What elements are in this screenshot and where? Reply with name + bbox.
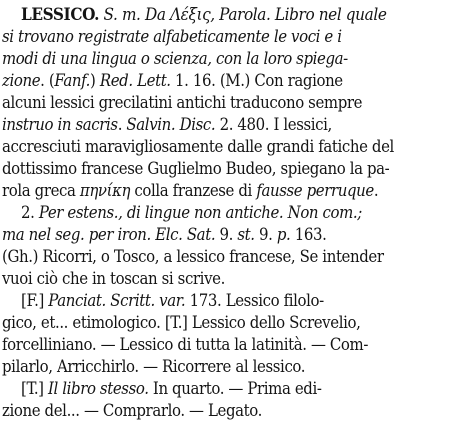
entry-text-segment: alcuni lessici grecilatini antichi traducono sempre xyxy=(2,93,363,113)
entry-text-segment: πηνίκη xyxy=(79,181,131,201)
entry-text-segment: . xyxy=(373,181,379,201)
entry-text-segment: gico, et... etimologico. [T.] Lessico dello Screvelio, xyxy=(2,313,361,333)
headword: LESSICO. xyxy=(21,5,100,25)
entry-line xyxy=(2,312,360,334)
entry-line xyxy=(2,224,327,246)
entry-line xyxy=(21,4,386,26)
entry-line xyxy=(2,26,342,48)
entry-text-segment: p. xyxy=(276,225,291,245)
entry-line xyxy=(2,136,394,158)
entry-text-segment: zione del... — Comprarlo. — Legato. xyxy=(2,401,262,421)
entry-text-segment: 1. 16. (M.) Con ragione xyxy=(170,71,343,91)
entry-text-segment: st. xyxy=(237,225,255,245)
entry-text-segment: Fanf. xyxy=(54,71,91,91)
entry-text-segment: . ( xyxy=(40,71,55,91)
entry-text-segment: Red. Lett. xyxy=(99,71,171,91)
entry-line xyxy=(2,334,368,356)
entry-line xyxy=(2,70,343,92)
entry-text-segment: 2. xyxy=(21,203,39,223)
entry-text-segment: pilarlo, Arricchirlo. — Ricorrere al lessico. xyxy=(2,357,306,377)
entry-text-segment: 173. Lessico filolo- xyxy=(185,291,324,311)
entry-text-segment: 163. xyxy=(290,225,327,245)
entry-line xyxy=(2,158,389,180)
entry-text-segment: Per estens., di lingue non antiche. Non com.; xyxy=(38,203,362,223)
entry-text-segment: (Gh.) Ricorri, o Tosco, a lessico francese, Se intender xyxy=(2,247,384,267)
entry-text-segment: S. m. Da xyxy=(99,5,171,25)
entry-line xyxy=(2,48,348,70)
entry-text-segment: Il libro stesso. xyxy=(47,379,149,399)
entry-text-segment: dottissimo francese Guglielmo Budeo, spiegano la pa- xyxy=(2,159,390,179)
entry-line xyxy=(2,356,305,378)
entry-text-segment: accresciuti maravigliosamente dalle grandi fatiche del xyxy=(2,137,394,157)
entry-text-segment: forcelliniano. — Lessico di tutta la latinità. — Com- xyxy=(2,335,368,355)
entry-line xyxy=(21,202,362,224)
entry-text-segment: 9. xyxy=(215,225,238,245)
entry-line xyxy=(2,400,262,422)
entry-text-segment: Λέξις xyxy=(170,5,211,25)
entry-line xyxy=(2,180,378,202)
entry-text-segment: ) xyxy=(90,71,100,91)
entry-text-segment: Salvin. Disc. xyxy=(126,115,216,135)
entry-text-segment: vuoi ciò che in toscan si scrive. xyxy=(2,269,225,289)
entry-text-segment: zione xyxy=(2,71,41,91)
entry-text-segment: , Parola. Libro nel quale xyxy=(210,5,387,25)
entry-text-segment: rola greca xyxy=(2,181,80,201)
entry-text-segment: 2. 480. I lessici, xyxy=(215,115,332,135)
entry-line xyxy=(21,378,322,400)
entry-line xyxy=(2,114,332,136)
entry-text-segment: colla franzese di xyxy=(130,181,257,201)
entry-text-segment: . xyxy=(117,115,127,135)
entry-line xyxy=(21,290,324,312)
entry-text-segment: ma nel seg. per iron. Elc. Sat. xyxy=(2,225,216,245)
entry-text-segment: instruo in sacris xyxy=(2,115,118,135)
entry-text-segment: si trovano registrate alfabeticamente le voci e i xyxy=(2,27,342,47)
entry-text-segment: modi di una lingua o scienza, con la loro spiega- xyxy=(2,49,348,69)
entry-text-segment: [T.] xyxy=(21,379,48,399)
entry-text-segment: 9. xyxy=(254,225,277,245)
entry-text-segment: Panciat. Scritt. var. xyxy=(48,291,186,311)
entry-line xyxy=(2,92,362,114)
entry-text-segment: In quarto. — Prima edi- xyxy=(148,379,322,399)
entry-text-segment: [F.] xyxy=(21,291,49,311)
entry-text-segment: fausse perruque xyxy=(256,181,374,201)
entry-line xyxy=(2,246,384,268)
entry-line xyxy=(2,268,225,290)
